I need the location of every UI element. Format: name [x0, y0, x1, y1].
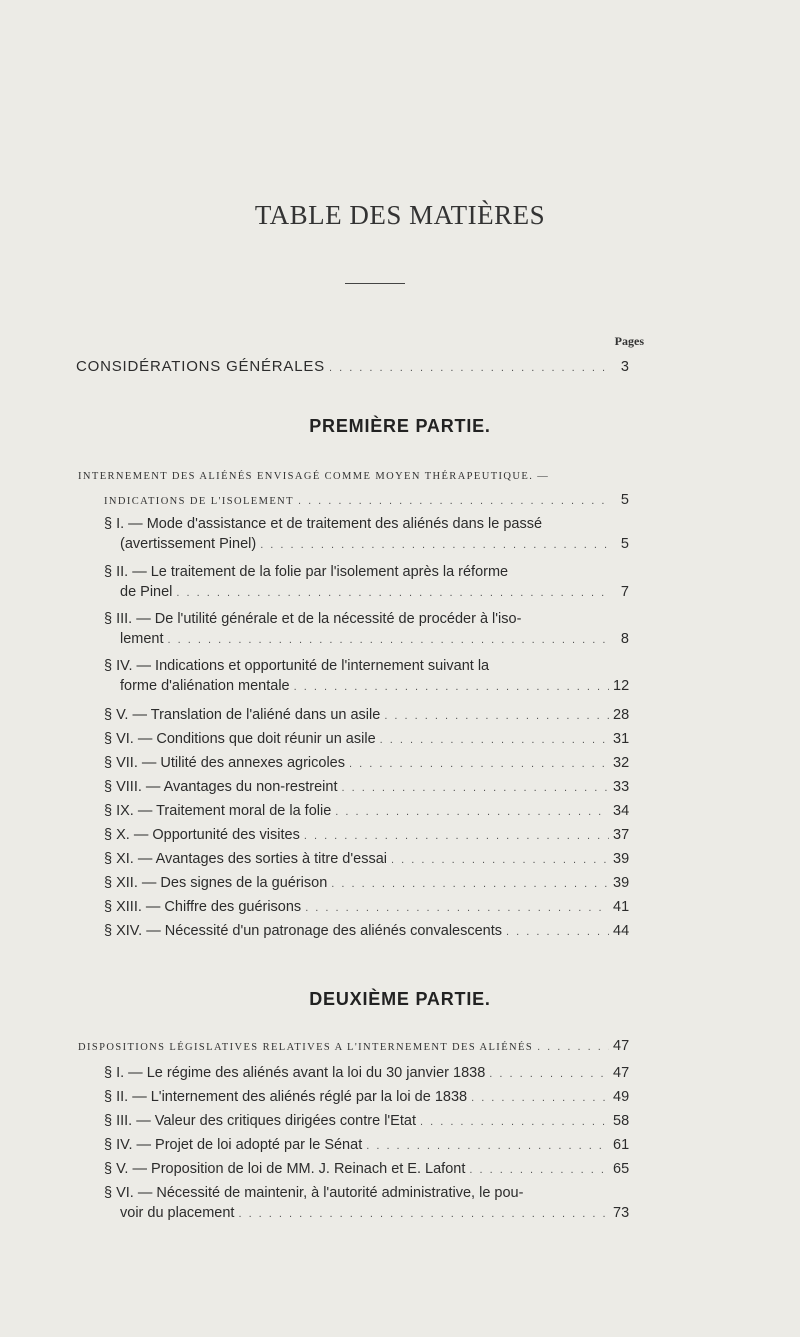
toc-page-number: 65	[613, 1161, 630, 1177]
dot-leader	[329, 358, 609, 378]
toc-entry-line: § II. — Le traitement de la folie par l'isolement après la réforme	[104, 564, 509, 580]
part-one-title: PREMIÈRE PARTIE.	[309, 416, 491, 436]
toc-page-number: 5	[620, 536, 629, 552]
toc-entry[interactable]	[0, 1183, 800, 1224]
toc-entry[interactable]	[0, 514, 800, 555]
toc-page-number: 12	[613, 678, 630, 694]
toc-page-number: 39	[613, 851, 630, 867]
toc-entry-line: § I. — Mode d'assistance et de traitement des aliénés dans le passé	[104, 516, 543, 532]
toc-entry[interactable]	[0, 753, 800, 774]
toc-entry-label: § VIII. — Avantages du non-restreint	[104, 779, 338, 795]
heading-line: INDICATIONS DE L'ISOLEMENT	[104, 496, 294, 507]
dot-leader	[420, 1112, 609, 1132]
toc-entry-label: § X. — Opportunité des visites	[104, 827, 300, 843]
toc-entry-line: voir du placement	[120, 1205, 235, 1221]
toc-entry-label: § XIV. — Nécessité d'un patronage des aliénés convalescents	[104, 923, 503, 939]
toc-entry[interactable]	[0, 656, 800, 697]
dot-leader	[366, 1136, 609, 1156]
dot-leader	[469, 1160, 609, 1180]
dot-leader	[294, 677, 609, 697]
toc-page-number: 32	[613, 755, 630, 771]
toc-entry-label: § IV. — Projet de loi adopté par le Sénat	[104, 1137, 363, 1153]
title-divider	[345, 283, 405, 284]
toc-entry-line: § III. — De l'utilité générale et de la nécessité de procéder à l'iso-	[104, 611, 522, 627]
toc-page-number: 73	[613, 1205, 630, 1221]
toc-entry[interactable]	[0, 1087, 800, 1108]
pages-column-label: Pages	[614, 334, 644, 348]
toc-entry-label: CONSIDÉRATIONS GÉNÉRALES	[76, 358, 325, 375]
heading-line: INTERNEMENT DES ALIÉNÉS ENVISAGÉ COMME MOYEN THÉRAPEUTIQUE. —	[78, 471, 550, 482]
dot-leader	[304, 826, 609, 846]
toc-page-number: 37	[613, 827, 630, 843]
toc-part-two-heading[interactable]	[0, 1036, 800, 1058]
toc-page-number: 58	[613, 1113, 630, 1129]
toc-entry[interactable]	[0, 801, 800, 822]
page-title: TABLE DES MATIÈRES	[254, 200, 546, 230]
toc-entry-line: forme d'aliénation mentale	[120, 678, 290, 694]
toc-entry-label: § V. — Proposition de loi de MM. J. Reinach et E. Lafont	[104, 1161, 466, 1177]
toc-entry-line: de Pinel	[120, 584, 173, 600]
toc-entry[interactable]	[0, 777, 800, 798]
toc-page-number: 5	[620, 492, 629, 508]
toc-entry-line: § IV. — Indications et opportunité de l'internement suivant la	[104, 658, 490, 674]
toc-page-number: 31	[613, 731, 630, 747]
dot-leader	[298, 491, 609, 511]
toc-page-number: 41	[613, 899, 630, 915]
dot-leader	[238, 1204, 609, 1224]
toc-page-number: 49	[613, 1089, 630, 1105]
toc-entry-general[interactable]	[0, 357, 800, 378]
toc-entry[interactable]	[0, 921, 800, 942]
toc-part-one-heading[interactable]	[0, 467, 800, 512]
dot-leader	[471, 1088, 609, 1108]
dot-leader	[380, 730, 609, 750]
dot-leader	[506, 922, 609, 942]
toc-entry[interactable]	[0, 1159, 800, 1180]
toc-entry[interactable]	[0, 729, 800, 750]
dot-leader	[260, 535, 609, 555]
toc-entry-line: § VI. — Nécessité de maintenir, à l'autorité administrative, le pou-	[104, 1185, 524, 1201]
toc-page-number: 44	[613, 923, 630, 939]
dot-leader	[331, 874, 609, 894]
part-two-title: DEUXIÈME PARTIE.	[309, 989, 491, 1009]
toc-entry[interactable]	[0, 562, 800, 603]
toc-entry[interactable]	[0, 1135, 800, 1156]
dot-leader	[168, 630, 609, 650]
toc-entry-label: § IX. — Traitement moral de la folie	[104, 803, 332, 819]
heading-line: DISPOSITIONS LÉGISLATIVES RELATIVES A L'INTERNEMENT DES ALIÉNÉS	[78, 1042, 534, 1053]
dot-leader	[341, 778, 609, 798]
toc-page-number: 47	[613, 1065, 630, 1081]
toc-entry-label: § III. — Valeur des critiques dirigées contre l'Etat	[104, 1113, 416, 1129]
dot-leader	[176, 583, 609, 603]
dot-leader	[349, 754, 609, 774]
toc-entry-label: § XII. — Des signes de la guérison	[104, 875, 328, 891]
dot-leader	[537, 1037, 609, 1057]
dot-leader	[335, 802, 609, 822]
toc-page-number: 39	[613, 875, 630, 891]
dot-leader	[305, 898, 609, 918]
toc-entry-label: § VI. — Conditions que doit réunir un asile	[104, 731, 376, 747]
dot-leader	[384, 706, 609, 726]
toc-page-number: 7	[620, 584, 629, 600]
toc-entry-label: § VII. — Utilité des annexes agricoles	[104, 755, 345, 771]
toc-entry[interactable]	[0, 705, 800, 726]
dot-leader	[489, 1064, 609, 1084]
toc-page-number: 3	[620, 359, 629, 375]
toc-entry-line: lement	[120, 631, 164, 647]
toc-entry[interactable]	[0, 609, 800, 650]
toc-entry-label: § II. — L'internement des aliénés réglé par la loi de 1838	[104, 1089, 468, 1105]
toc-entry-label: § XI. — Avantages des sorties à titre d'essai	[104, 851, 387, 867]
toc-page-number: 8	[620, 631, 629, 647]
toc-entry[interactable]	[0, 1111, 800, 1132]
toc-page-number: 33	[613, 779, 630, 795]
toc-page-number: 47	[613, 1038, 630, 1054]
toc-entry[interactable]	[0, 873, 800, 894]
toc-entry[interactable]	[0, 849, 800, 870]
toc-entry[interactable]	[0, 1063, 800, 1084]
toc-entry-label: § I. — Le régime des aliénés avant la loi du 30 janvier 1838	[104, 1065, 486, 1081]
toc-entry-label: § XIII. — Chiffre des guérisons	[104, 899, 302, 915]
dot-leader	[391, 850, 609, 870]
toc-page-number: 61	[613, 1137, 630, 1153]
toc-entry-label: § V. — Translation de l'aliéné dans un asile	[104, 707, 381, 723]
toc-entry[interactable]	[0, 825, 800, 846]
toc-entry-line: (avertissement Pinel)	[120, 536, 257, 552]
toc-page-number: 34	[613, 803, 630, 819]
toc-entry[interactable]	[0, 897, 800, 918]
toc-page-number: 28	[613, 707, 630, 723]
